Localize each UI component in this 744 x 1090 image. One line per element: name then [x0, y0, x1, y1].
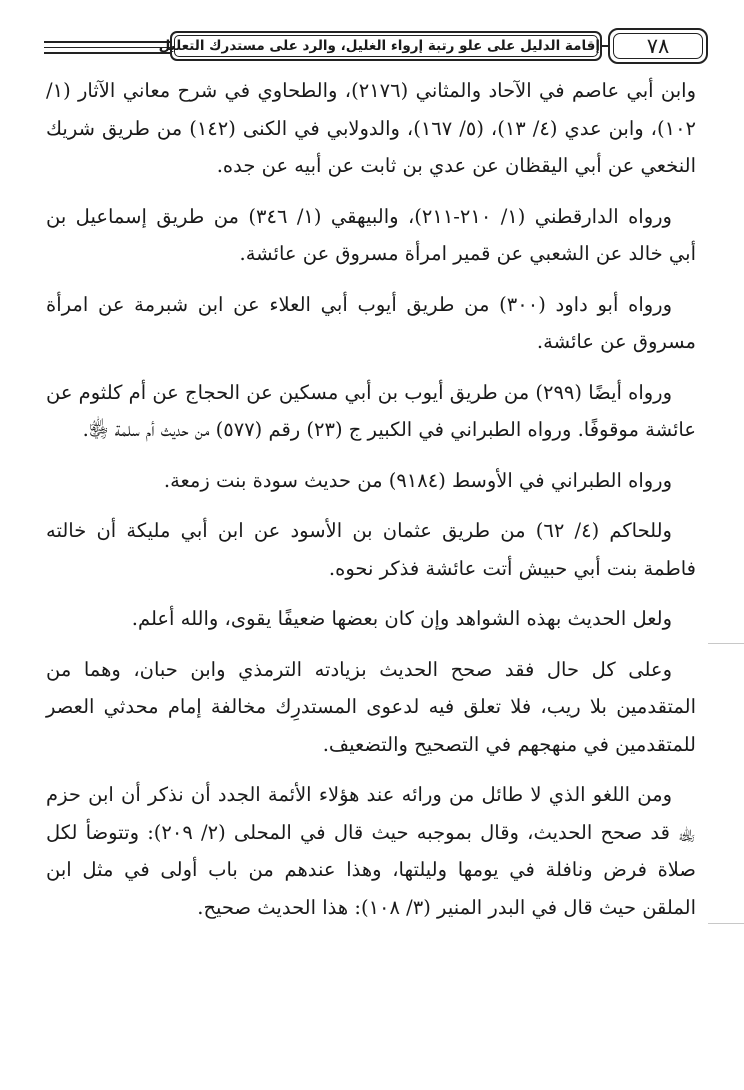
paragraph: ورواه الدارقطني (١/ ٢١٠-٢١١)، والبيهقي (١/ ٣٤٦) من طريق إسماعيل بن أبي خالد عن الشعبي عن قمير امرأة مسروق عن عائشة. [46, 204, 696, 265]
scan-margin-mark [708, 643, 744, 644]
header-rule [44, 52, 172, 54]
paragraph: وللحاكم (٤/ ٦٢) من طريق عثمان بن الأسود عن ابن أبي مليكة أن خالته فاطمة بنت أبي حبيش أتت عائشة فذكر نحوه. [46, 519, 696, 580]
scan-margin-mark [708, 923, 744, 924]
running-header [44, 28, 708, 66]
paragraph: ورواه الطبراني في الأوسط (٩١٨٤) من حديث سودة بنت زمعة. [163, 468, 672, 492]
paragraph: ومن اللغو الذي لا طائل من ورائه عند هؤلاء الأئمة الجدد أن نذكر أن ابن حزم ﵀ قد صحح الحديث، وقال بموجبه حيث قال في المحلى (٢/ ٢٠٩): وتتوضأ لكل صلاة فرض ونافلة في يومها وليلتها، وهذا عندهم من باب أولى في مثل ابن الملقن حيث قال في البدر المنير (٣/ ١٠٨): هذا الحديث صحيح. [46, 783, 696, 919]
running-title: إقامة الدليل على علو رتبة إرواء الغليل، والرد على مستدرك التعليل [158, 38, 600, 54]
header-rule [44, 41, 172, 43]
body-text [46, 72, 696, 939]
header-rule [44, 47, 172, 48]
page-number-frame [608, 28, 708, 64]
paragraph: ورواه أبو داود (٣٠٠) من طريق أيوب أبي العلاء عن ابن شبرمة عن امرأة مسروق عن عائشة. [46, 292, 696, 353]
paragraph: وابن أبي عاصم في الآحاد والمثاني (٢١٧٦)، والطحاوي في شرح معاني الآثار (١/ ١٠٢)، وابن عدي (٤/ ١٣)، (٥/ ١٦٧)، والدولابي في الكنى (١٤٢) من طريق شريك النخعي عن أبي اليقظان عن عدي بن ثابت عن أبيه عن جده. [46, 79, 697, 177]
paragraph: وعلى كل حال فقد صحح الحديث بزيادته الترمذي وابن حبان، وهما من المتقدمين بلا ريب، فلا تعلق فيه لدعوى المستدرِك مخالفة إمام محدثي العصر للمتقدمين في منهجهم في التصحيح والتضعيف. [46, 657, 696, 756]
running-title-frame [158, 31, 602, 61]
page-number: ٧٨ [646, 34, 670, 58]
paragraph: ولعل الحديث بهذه الشواهد وإن كان بعضها ضعيفًا يقوى، والله أعلم. [131, 607, 672, 630]
paragraph: ورواه أيضًا (٢٩٩) من طريق أيوب بن أبي مسكين عن الحجاج عن أم كلثوم عن عائشة موقوفًا. ورواه الطبراني في الكبير ج (٢٣) رقم (٥٧٧) من حديث أم سلمة ﵂. [45, 380, 696, 441]
